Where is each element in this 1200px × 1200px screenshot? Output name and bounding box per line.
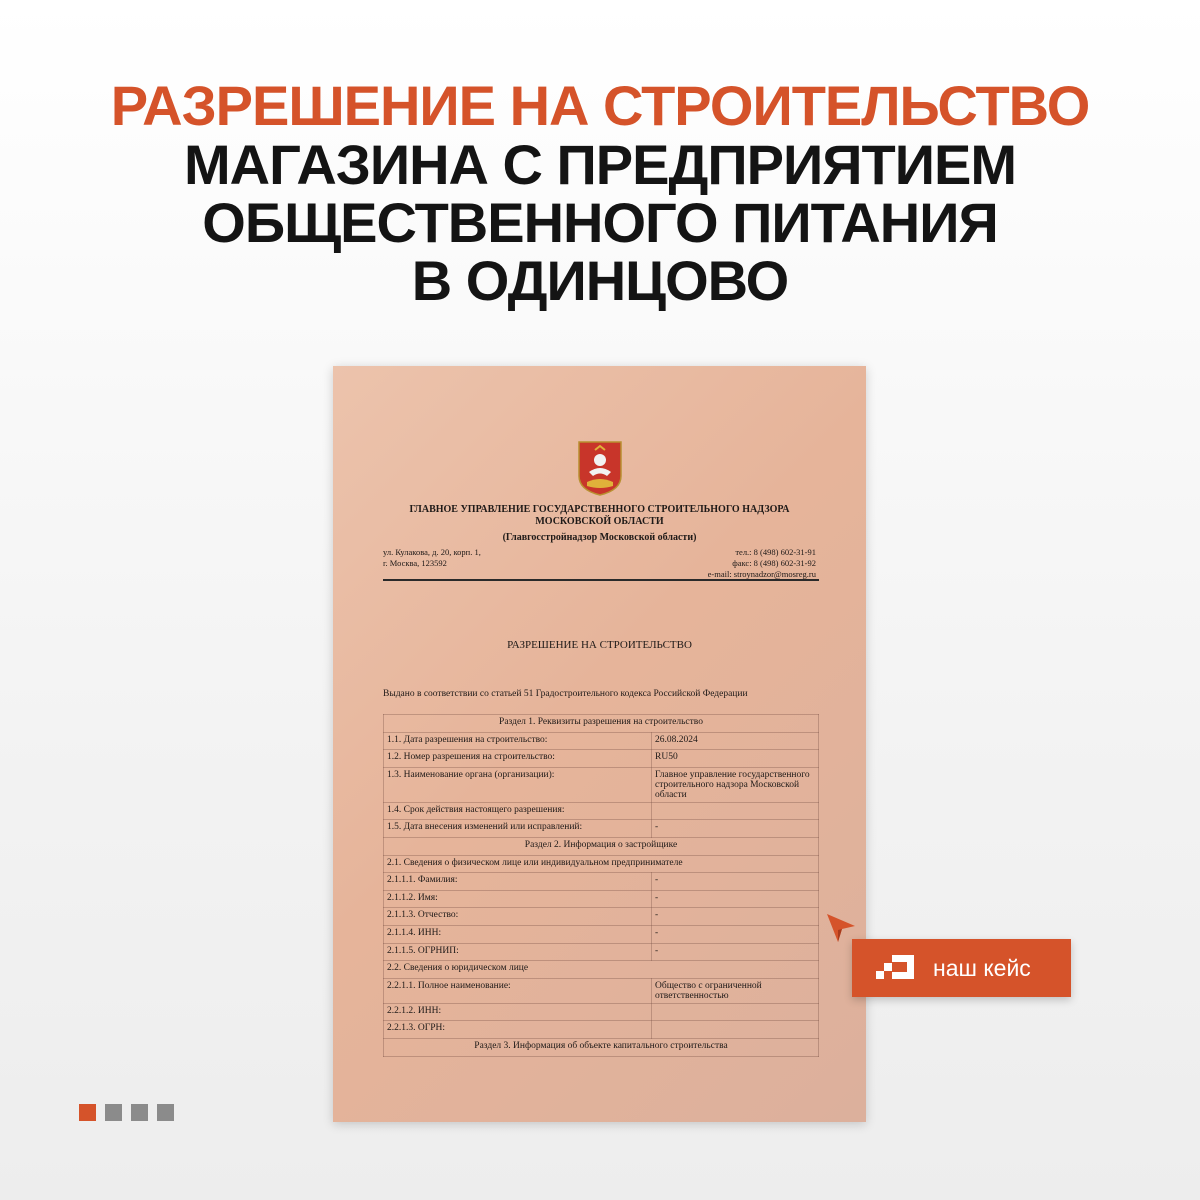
headline <box>0 76 1200 310</box>
field-value <box>652 1003 819 1021</box>
table-row <box>384 943 819 961</box>
field-label: 1.4. Срок действия настоящего разрешения: <box>384 802 652 820</box>
field-value: RU50 <box>652 750 819 768</box>
table-row <box>384 978 819 1003</box>
field-value: - <box>652 873 819 891</box>
field-value: - <box>652 890 819 908</box>
phone: тел.: 8 (498) 602-31-91 <box>735 547 816 557</box>
subsection-header: 2.2. Сведения о юридическом лице <box>384 961 819 979</box>
pager-dot[interactable] <box>131 1104 148 1121</box>
headline-line-4: В ОДИНЦОВО <box>411 249 789 312</box>
document-title: РАЗРЕШЕНИЕ НА СТРОИТЕЛЬСТВО <box>507 639 692 651</box>
field-label: 2.2.1.1. Полное наименование: <box>384 978 652 1003</box>
our-case-button[interactable] <box>852 939 1071 997</box>
pager-dot[interactable] <box>157 1104 174 1121</box>
headline-line-3: ОБЩЕСТВЕННОГО ПИТАНИЯ <box>202 191 998 254</box>
pager-dot[interactable] <box>79 1104 96 1121</box>
field-label: 2.1.1.2. Имя: <box>384 890 652 908</box>
table-row <box>384 855 819 873</box>
agency-short-name: (Главгосстройнадзор Московской области) <box>502 532 697 543</box>
field-label: 1.3. Наименование органа (организации): <box>384 767 652 802</box>
table-row <box>384 1021 819 1039</box>
headline-accent-line: РАЗРЕШЕНИЕ НА СТРОИТЕЛЬСТВО <box>110 74 1090 137</box>
field-label: 1.5. Дата внесения изменений или исправлений: <box>384 820 652 838</box>
table-row <box>384 890 819 908</box>
headline-line-2: МАГАЗИНА С ПРЕДПРИЯТИЕМ <box>184 133 1016 196</box>
table-row <box>384 1038 819 1056</box>
field-label: 2.1.1.3. Отчество: <box>384 908 652 926</box>
table-row <box>384 767 819 802</box>
moscow-oblast-coat-of-arms-icon <box>577 440 623 496</box>
field-value <box>652 1021 819 1039</box>
field-value: Общество с ограниченной ответственностью <box>652 978 819 1003</box>
field-value: - <box>652 943 819 961</box>
brand-logo-icon <box>876 953 916 983</box>
section-header: Раздел 2. Информация о застройщике <box>384 837 819 855</box>
table-row <box>384 908 819 926</box>
slide-pager <box>79 1104 174 1121</box>
table-row <box>384 837 819 855</box>
field-value <box>652 802 819 820</box>
table-row <box>384 750 819 768</box>
table-row <box>384 873 819 891</box>
field-label: 2.1.1.1. Фамилия: <box>384 873 652 891</box>
issued-basis: Выдано в соответствии со статьей 51 Градостроительного кодекса Российской Федерации <box>383 689 748 699</box>
field-label: 1.1. Дата разрешения на строительство: <box>384 732 652 750</box>
field-label: 2.2.1.2. ИНН: <box>384 1003 652 1021</box>
field-label: 1.2. Номер разрешения на строительство: <box>384 750 652 768</box>
permit-document <box>333 366 866 1122</box>
section-header: Раздел 3. Информация об объекте капитального строительства <box>384 1038 819 1056</box>
field-value: - <box>652 820 819 838</box>
agency-address: ул. Кулакова, д. 20, корп. 1, г. Москва, 123592 <box>383 547 481 568</box>
table-row <box>384 1003 819 1021</box>
agency-contacts <box>708 547 816 580</box>
field-label: 2.1.1.5. ОГРНИП: <box>384 943 652 961</box>
table-row <box>384 732 819 750</box>
agency-name: ГЛАВНОЕ УПРАВЛЕНИЕ ГОСУДАРСТВЕННОГО СТРОИТЕЛЬНОГО НАДЗОРА МОСКОВСКОЙ ОБЛАСТИ <box>409 504 790 527</box>
permit-details-table <box>383 714 819 1057</box>
section-header: Раздел 1. Реквизиты разрешения на строительство <box>384 715 819 733</box>
table-row <box>384 925 819 943</box>
field-value: 26.08.2024 <box>652 732 819 750</box>
field-value: Главное управление государственного строительного надзора Московской области <box>652 767 819 802</box>
header-divider <box>383 579 819 581</box>
table-row <box>384 802 819 820</box>
table-row <box>384 820 819 838</box>
field-value: - <box>652 925 819 943</box>
fax: факс: 8 (498) 602-31-92 <box>732 558 816 568</box>
email: e-mail: stroynadzor@mosreg.ru <box>707 569 816 579</box>
field-label: 2.2.1.3. ОГРН: <box>384 1021 652 1039</box>
field-label: 2.1.1.4. ИНН: <box>384 925 652 943</box>
field-value: - <box>652 908 819 926</box>
table-row <box>384 715 819 733</box>
table-row <box>384 961 819 979</box>
our-case-label: наш кейс <box>933 954 1031 981</box>
subsection-header: 2.1. Сведения о физическом лице или индивидуальном предпринимателе <box>384 855 819 873</box>
pager-dot[interactable] <box>105 1104 122 1121</box>
